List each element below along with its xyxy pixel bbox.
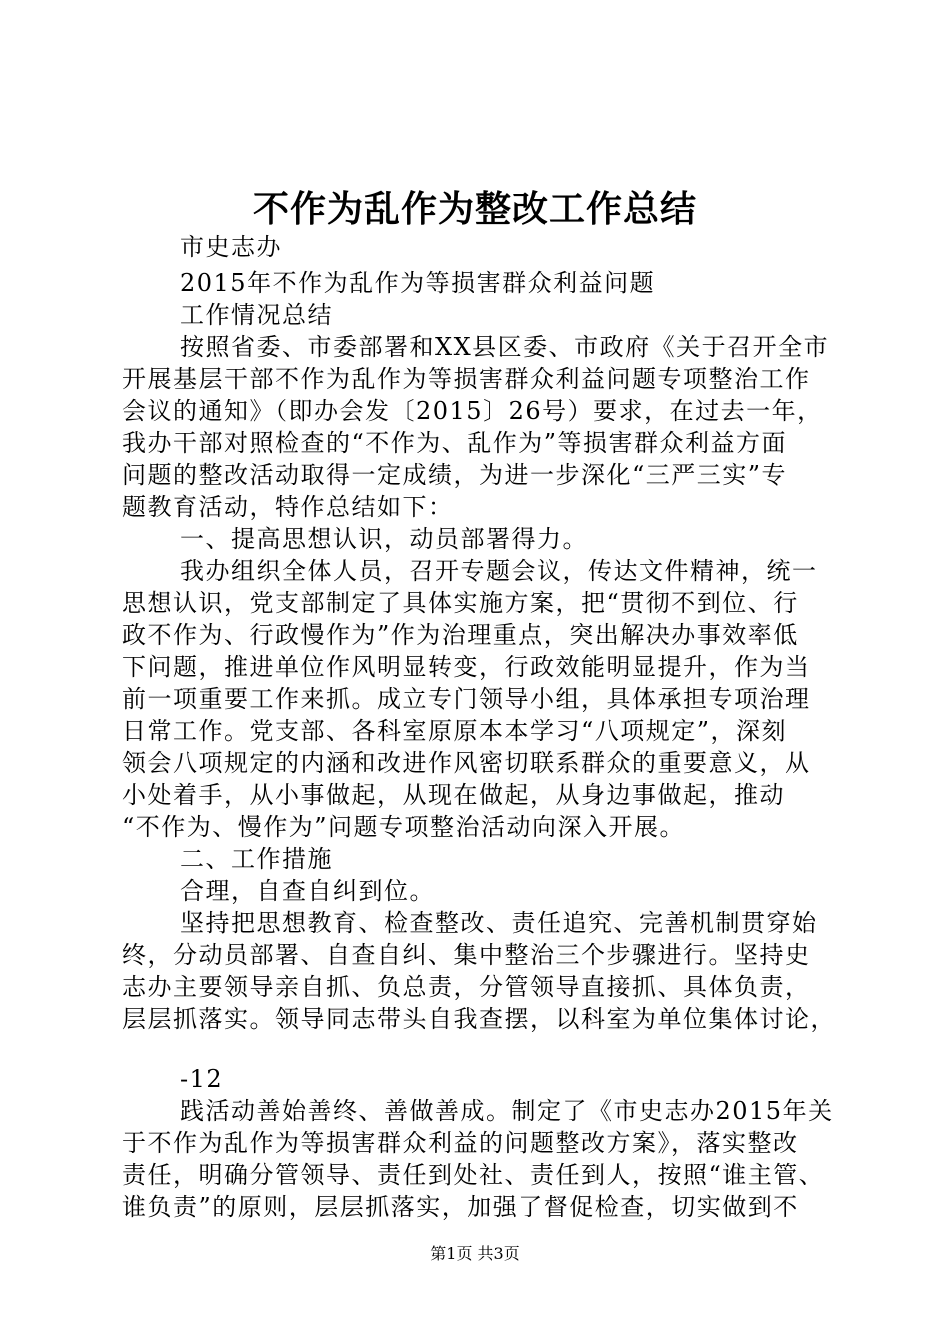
- paragraph-line: 会议的通知》（即办会发〔2015〕26号）要求，在过去一年，: [122, 397, 823, 425]
- paragraph-line: 于不作为乱作为等损害群众利益的问题整改方案》，落实整改: [122, 1129, 799, 1157]
- paragraph-line: 按照省委、市委部署和XX县区委、市政府《关于召开全市: [180, 333, 830, 361]
- paragraph-line: “不作为、慢作为”问题专项整治活动向深入开展。: [122, 813, 686, 841]
- page-marker: -12: [180, 1065, 224, 1093]
- page-footer: 第1页 共3页: [430, 1244, 520, 1263]
- paragraph-line: 层层抓落实。领导同志带头自我查摆，以科室为单位集体讨论，: [122, 1005, 836, 1033]
- paragraph-line: 谁负责”的原则，层层抓落实，加强了督促检查，切实做到不: [122, 1193, 799, 1221]
- paragraph-line: 开展基层干部不作为乱作为等损害群众利益问题专项整治工作: [122, 365, 811, 393]
- paragraph-line: 问题的整改活动取得一定成绩，为进一步深化“三严三实”专: [122, 461, 788, 489]
- section-heading: 一、提高思想认识，动员部署得力。: [180, 525, 588, 553]
- paragraph-line: 小处着手，从小事做起，从现在做起，从身边事做起，推动: [122, 781, 785, 809]
- paragraph-line: 政不作为、行政慢作为”作为治理重点，突出解决办事效率低: [122, 621, 799, 649]
- paragraph-line: 我办组织全体人员，召开专题会议，传达文件精神，统一: [180, 557, 818, 585]
- paragraph-line: 志办主要领导亲自抓、负总责，分管领导直接抓、具体负责，: [122, 973, 811, 1001]
- subtitle-line: 2015年不作为乱作为等损害群众利益问题: [180, 269, 656, 297]
- paragraph-line: 领会八项规定的内涵和改进作风密切联系群众的重要意义，从: [122, 749, 811, 777]
- document-title: 不作为乱作为整改工作总结: [252, 188, 697, 230]
- paragraph-line: 责任，明确分管领导、责任到处社、责任到人，按照“谁主管、: [122, 1161, 825, 1189]
- paragraph-line: 坚持把思想教育、检查整改、责任追究、完善机制贯穿始: [180, 909, 818, 937]
- subtitle-line: 工作情况总结: [180, 301, 333, 329]
- paragraph-line: 践活动善始善终、善做善成。制定了《市史志办2015年关: [180, 1097, 834, 1125]
- paragraph-line: 下问题，推进单位作风明显转变，行政效能明显提升，作为当: [122, 653, 811, 681]
- author-line: 市史志办: [180, 233, 282, 261]
- section-heading: 二、工作措施: [180, 845, 333, 873]
- paragraph-line: 我办干部对照检查的“不作为、乱作为”等损害群众利益方面: [122, 429, 788, 457]
- paragraph-line: 日常工作。党支部、各科室原原本本学习“八项规定”，深刻: [122, 717, 788, 745]
- paragraph-line: 合理，自查自纠到位。: [180, 877, 435, 905]
- paragraph-line: 题教育活动，特作总结如下：: [122, 493, 454, 521]
- paragraph-line: 思想认识，党支部制定了具体实施方案，把“贯彻不到位、行: [122, 589, 799, 617]
- paragraph-line: 前一项重要工作来抓。成立专门领导小组，具体承担专项治理: [122, 685, 811, 713]
- paragraph-line: 终，分动员部署、自查自纠、集中整治三个步骤进行。坚持史: [122, 941, 811, 969]
